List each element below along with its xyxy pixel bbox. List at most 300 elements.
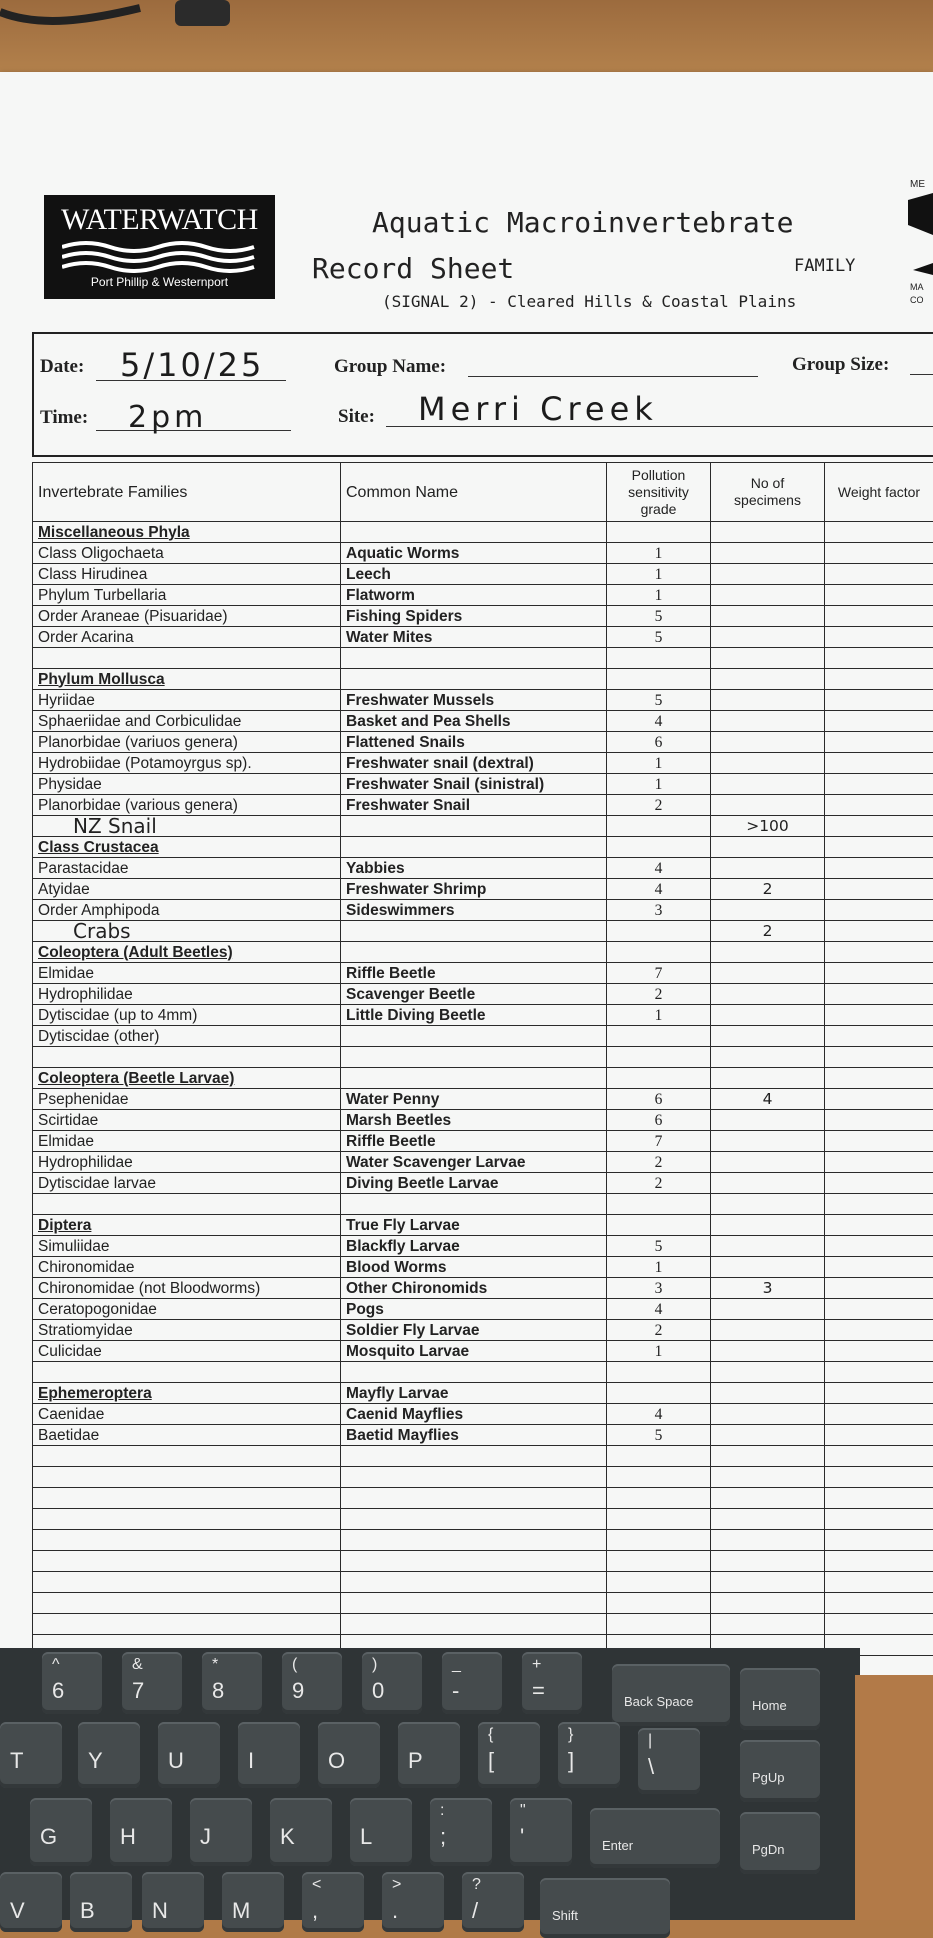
grade-cell: 5 — [607, 1425, 711, 1446]
specimens-cell[interactable] — [711, 522, 825, 543]
grade-cell — [607, 1362, 711, 1383]
grade-cell: 1 — [607, 1005, 711, 1026]
weight-cell[interactable] — [825, 1089, 933, 1110]
weight-cell[interactable] — [825, 921, 933, 942]
family-cell: Phylum Turbellaria — [33, 585, 341, 606]
group-size-field[interactable] — [910, 374, 933, 375]
keyboard-key[interactable] — [612, 1664, 730, 1726]
date-value[interactable]: 5/10/25 — [120, 346, 264, 384]
sheet-title: Aquatic Macroinvertebrate — [372, 206, 793, 239]
table-row — [33, 1404, 933, 1425]
family-cell: Scirtidae — [33, 1110, 341, 1131]
specimens-cell[interactable] — [711, 690, 825, 711]
key-legend: L — [360, 1824, 372, 1850]
grade-cell — [607, 921, 711, 942]
common-name-cell: Scavenger Beetle — [341, 984, 607, 1005]
common-name-cell: Other Chironomids — [341, 1278, 607, 1299]
grade-cell: 2 — [607, 795, 711, 816]
keyboard-key[interactable] — [638, 1728, 700, 1794]
common-name-cell — [341, 1488, 607, 1509]
table-row — [33, 1425, 933, 1446]
key-legend: { — [488, 1726, 493, 1744]
specimens-cell[interactable] — [711, 1383, 825, 1404]
common-name-cell: Blood Worms — [341, 1257, 607, 1278]
specimens-cell[interactable] — [711, 1299, 825, 1320]
key-legend: 6 — [52, 1678, 64, 1704]
header-specimens: No of specimens — [711, 463, 825, 522]
table-row — [33, 1341, 933, 1362]
weight-cell[interactable] — [825, 564, 933, 585]
table-row — [33, 1593, 933, 1614]
key-legend: , — [312, 1898, 318, 1924]
key-legend: ' — [520, 1824, 524, 1850]
key-legend: J — [200, 1824, 211, 1850]
key-legend: Home — [752, 1698, 787, 1713]
weight-cell[interactable] — [825, 837, 933, 858]
family-cell: Order Araneae (Pisuaridae) — [33, 606, 341, 627]
keyboard-key[interactable] — [478, 1722, 540, 1788]
keyboard-key[interactable] — [158, 1722, 220, 1788]
key-legend: V — [10, 1898, 25, 1924]
family-cell: Planorbidae (variuos genera) — [33, 732, 341, 753]
common-name-cell: Riffle Beetle — [341, 963, 607, 984]
key-legend: Y — [88, 1748, 103, 1774]
weight-cell[interactable] — [825, 1236, 933, 1257]
weight-cell[interactable] — [825, 774, 933, 795]
keyboard-key[interactable] — [462, 1872, 524, 1932]
weight-cell[interactable] — [825, 585, 933, 606]
specimens-cell[interactable]: 2 — [711, 921, 825, 942]
weight-cell[interactable] — [825, 1299, 933, 1320]
site-label: Site: — [338, 406, 375, 428]
table-row — [33, 1236, 933, 1257]
family-cell: Chironomidae (not Bloodworms) — [33, 1278, 341, 1299]
specimens-cell[interactable] — [711, 1425, 825, 1446]
weight-cell[interactable] — [825, 753, 933, 774]
table-row — [33, 690, 933, 711]
weight-cell[interactable] — [825, 1026, 933, 1047]
grade-cell: 1 — [607, 774, 711, 795]
specimens-cell[interactable] — [711, 669, 825, 690]
keyboard-key[interactable] — [522, 1652, 582, 1714]
weight-cell[interactable] — [825, 1131, 933, 1152]
key-legend: \ — [648, 1754, 654, 1780]
keyboard-key[interactable] — [302, 1872, 364, 1932]
weight-cell[interactable] — [825, 1362, 933, 1383]
keyboard-key[interactable] — [382, 1872, 444, 1932]
key-legend: T — [10, 1748, 23, 1774]
table-body — [33, 522, 933, 1656]
specimens-cell[interactable] — [711, 1194, 825, 1215]
common-name-cell: Freshwater snail (dextral) — [341, 753, 607, 774]
specimens-cell[interactable] — [711, 1152, 825, 1173]
family-cell: Ceratopogonidae — [33, 1299, 341, 1320]
weight-cell[interactable] — [825, 627, 933, 648]
specimens-cell[interactable] — [711, 1026, 825, 1047]
keyboard-key[interactable] — [270, 1798, 332, 1866]
keyboard-key[interactable] — [78, 1722, 140, 1788]
specimens-cell[interactable] — [711, 1404, 825, 1425]
corner-text-3: CO — [910, 295, 924, 305]
keyboard-key[interactable] — [558, 1722, 620, 1788]
specimens-cell[interactable] — [711, 732, 825, 753]
group-name-field[interactable] — [468, 376, 758, 377]
specimens-cell[interactable] — [711, 543, 825, 564]
table-header-row — [33, 463, 933, 522]
keyboard-key[interactable] — [740, 1668, 820, 1730]
grade-cell — [607, 648, 711, 669]
grade-cell — [607, 1446, 711, 1467]
key-legend: | — [648, 1732, 652, 1750]
family-cell: Crabs — [33, 921, 341, 942]
family-cell: Atyidae — [33, 879, 341, 900]
common-name-cell: Freshwater Snail — [341, 795, 607, 816]
weight-cell[interactable] — [825, 1509, 933, 1530]
key-legend: U — [168, 1748, 184, 1774]
family-cell: Order Amphipoda — [33, 900, 341, 921]
table-row — [33, 1530, 933, 1551]
weight-cell[interactable] — [825, 963, 933, 984]
specimens-cell[interactable] — [711, 1257, 825, 1278]
weight-cell[interactable] — [825, 858, 933, 879]
common-name-cell: Pogs — [341, 1299, 607, 1320]
specimens-cell[interactable] — [711, 942, 825, 963]
family-cell: Coleoptera (Adult Beetles) — [33, 942, 341, 963]
table-row — [33, 1194, 933, 1215]
table-row — [33, 711, 933, 732]
specimens-cell[interactable] — [711, 1215, 825, 1236]
common-name-cell: Water Mites — [341, 627, 607, 648]
common-name-cell: Water Scavenger Larvae — [341, 1152, 607, 1173]
weight-cell[interactable] — [825, 1047, 933, 1068]
weight-cell[interactable] — [825, 1005, 933, 1026]
weight-cell[interactable] — [825, 732, 933, 753]
specimens-cell[interactable] — [711, 711, 825, 732]
grade-cell: 5 — [607, 627, 711, 648]
grade-cell: 6 — [607, 1110, 711, 1131]
keyboard-key[interactable] — [142, 1872, 204, 1932]
grade-cell — [607, 1593, 711, 1614]
keyboard-key[interactable] — [0, 1872, 62, 1932]
specimens-cell[interactable] — [711, 774, 825, 795]
specimens-cell[interactable] — [711, 1446, 825, 1467]
waves-icon — [62, 239, 257, 273]
weight-cell[interactable] — [825, 1068, 933, 1089]
weight-cell[interactable] — [825, 1110, 933, 1131]
family-cell — [33, 1194, 341, 1215]
cable-icon — [0, 0, 240, 30]
family-cell — [33, 1446, 341, 1467]
common-name-cell — [341, 648, 607, 669]
weight-cell[interactable] — [825, 1593, 933, 1614]
keyboard-key[interactable] — [42, 1652, 102, 1714]
weight-cell[interactable] — [825, 1446, 933, 1467]
keyboard-key[interactable] — [222, 1872, 284, 1932]
time-value[interactable]: 2pm — [128, 400, 207, 435]
logo-subtitle: Port Phillip & Westernport — [44, 275, 275, 289]
keyboard — [0, 1648, 860, 1920]
grade-cell: 1 — [607, 564, 711, 585]
key-legend: * — [212, 1656, 218, 1674]
common-name-cell — [341, 1509, 607, 1530]
specimens-cell[interactable] — [711, 606, 825, 627]
weight-cell[interactable] — [825, 1194, 933, 1215]
specimens-cell[interactable] — [711, 1068, 825, 1089]
keyboard-key[interactable] — [70, 1872, 132, 1932]
specimens-cell[interactable] — [711, 1047, 825, 1068]
weight-cell[interactable] — [825, 1152, 933, 1173]
weight-cell[interactable] — [825, 1257, 933, 1278]
grade-cell: 3 — [607, 1278, 711, 1299]
grade-cell — [607, 1530, 711, 1551]
table-row — [33, 543, 933, 564]
common-name-cell: Leech — [341, 564, 607, 585]
weight-cell[interactable] — [825, 1467, 933, 1488]
specimens-cell[interactable] — [711, 1572, 825, 1593]
specimens-cell[interactable] — [711, 963, 825, 984]
keyboard-key[interactable] — [398, 1722, 460, 1788]
family-cell: Class Oligochaeta — [33, 543, 341, 564]
table-row — [33, 606, 933, 627]
key-legend: ( — [292, 1656, 297, 1674]
specimens-cell[interactable] — [711, 858, 825, 879]
grade-cell: 1 — [607, 1257, 711, 1278]
specimens-cell[interactable] — [711, 1488, 825, 1509]
family-cell: Dytiscidae (up to 4mm) — [33, 1005, 341, 1026]
specimens-cell[interactable] — [711, 795, 825, 816]
grade-cell: 1 — [607, 753, 711, 774]
grade-cell — [607, 1047, 711, 1068]
family-cell — [33, 1467, 341, 1488]
specimens-cell[interactable] — [711, 753, 825, 774]
key-legend: Back Space — [624, 1694, 693, 1709]
table-row — [33, 858, 933, 879]
weight-cell[interactable] — [825, 711, 933, 732]
grade-cell: 2 — [607, 1320, 711, 1341]
table-row — [33, 774, 933, 795]
weight-cell[interactable] — [825, 942, 933, 963]
corner-text-2: MA — [910, 282, 924, 292]
grade-cell — [607, 1026, 711, 1047]
weight-cell[interactable] — [825, 648, 933, 669]
header-weight: Weight factor — [825, 463, 933, 522]
key-legend: . — [392, 1898, 398, 1924]
family-cell: Class Crustacea — [33, 837, 341, 858]
family-cell — [33, 1530, 341, 1551]
specimens-cell[interactable] — [711, 1530, 825, 1551]
key-legend: _ — [452, 1656, 461, 1674]
table-row — [33, 669, 933, 690]
family-cell — [33, 1551, 341, 1572]
specimens-cell[interactable] — [711, 1320, 825, 1341]
specimens-cell[interactable] — [711, 1341, 825, 1362]
grade-cell: 4 — [607, 1299, 711, 1320]
weight-cell[interactable] — [825, 1488, 933, 1509]
common-name-cell: Fishing Spiders — [341, 606, 607, 627]
common-name-cell — [341, 1572, 607, 1593]
grade-cell: 1 — [607, 585, 711, 606]
specimens-cell[interactable] — [711, 1593, 825, 1614]
table-row — [33, 1362, 933, 1383]
keyboard-key[interactable] — [740, 1812, 820, 1874]
weight-cell[interactable] — [825, 1551, 933, 1572]
grade-cell: 1 — [607, 1341, 711, 1362]
weight-cell[interactable] — [825, 984, 933, 1005]
grade-cell — [607, 1488, 711, 1509]
weight-cell[interactable] — [825, 606, 933, 627]
specimens-cell[interactable] — [711, 1236, 825, 1257]
specimens-cell[interactable] — [711, 1614, 825, 1635]
family-cell: Ephemeroptera — [33, 1383, 341, 1404]
keyboard-key[interactable] — [430, 1798, 492, 1866]
weight-cell[interactable] — [825, 669, 933, 690]
grade-cell: 5 — [607, 690, 711, 711]
common-name-cell: Sideswimmers — [341, 900, 607, 921]
key-legend: & — [132, 1656, 143, 1674]
table-row — [33, 1089, 933, 1110]
key-legend: ] — [568, 1748, 574, 1774]
weight-cell[interactable] — [825, 690, 933, 711]
weight-cell[interactable] — [825, 816, 933, 837]
keyboard-key[interactable] — [190, 1798, 252, 1866]
key-legend: 8 — [212, 1678, 224, 1704]
family-cell: Elmidae — [33, 1131, 341, 1152]
specimens-cell[interactable] — [711, 1467, 825, 1488]
table-row — [33, 1068, 933, 1089]
table-row — [33, 921, 933, 942]
specimens-cell[interactable] — [711, 1362, 825, 1383]
weight-cell[interactable] — [825, 1572, 933, 1593]
family-cell — [33, 1593, 341, 1614]
keyboard-key[interactable] — [238, 1722, 300, 1788]
weight-cell[interactable] — [825, 1383, 933, 1404]
grade-cell — [607, 1068, 711, 1089]
common-name-cell: Marsh Beetles — [341, 1110, 607, 1131]
specimens-cell[interactable] — [711, 1005, 825, 1026]
specimens-cell[interactable]: 3 — [711, 1278, 825, 1299]
family-cell: Simuliidae — [33, 1236, 341, 1257]
grade-cell — [607, 1614, 711, 1635]
desk-surface-right — [855, 1675, 933, 1920]
key-legend: < — [312, 1876, 321, 1894]
grade-cell — [607, 1194, 711, 1215]
weight-cell[interactable] — [825, 1425, 933, 1446]
keyboard-key[interactable] — [362, 1652, 422, 1714]
key-legend: 9 — [292, 1678, 304, 1704]
specimens-cell[interactable]: >100 — [711, 816, 825, 837]
specimens-cell[interactable] — [711, 900, 825, 921]
weight-cell[interactable] — [825, 1215, 933, 1236]
keyboard-key[interactable] — [110, 1798, 172, 1866]
keyboard-key[interactable] — [740, 1740, 820, 1802]
keyboard-key[interactable] — [510, 1798, 572, 1866]
grade-cell: 7 — [607, 963, 711, 984]
specimens-cell[interactable] — [711, 1551, 825, 1572]
common-name-cell: Yabbies — [341, 858, 607, 879]
weight-cell[interactable] — [825, 1341, 933, 1362]
family-cell: Caenidae — [33, 1404, 341, 1425]
common-name-cell: Caenid Mayflies — [341, 1404, 607, 1425]
weight-cell[interactable] — [825, 1320, 933, 1341]
weight-cell[interactable] — [825, 1614, 933, 1635]
keyboard-key[interactable] — [442, 1652, 502, 1714]
weight-cell[interactable] — [825, 1404, 933, 1425]
table-row — [33, 837, 933, 858]
specimens-cell[interactable] — [711, 564, 825, 585]
specimens-cell[interactable] — [711, 648, 825, 669]
key-legend: M — [232, 1898, 250, 1924]
weight-cell[interactable] — [825, 1173, 933, 1194]
table-row — [33, 1299, 933, 1320]
specimens-cell[interactable] — [711, 1110, 825, 1131]
family-cell: NZ Snail — [33, 816, 341, 837]
keyboard-key[interactable] — [318, 1722, 380, 1788]
specimens-cell[interactable] — [711, 837, 825, 858]
family-cell — [33, 1362, 341, 1383]
table-row — [33, 816, 933, 837]
specimens-cell[interactable] — [711, 1509, 825, 1530]
table-row — [33, 942, 933, 963]
weight-cell[interactable] — [825, 900, 933, 921]
weight-cell[interactable] — [825, 879, 933, 900]
family-cell: Hyriidae — [33, 690, 341, 711]
keyboard-key[interactable] — [350, 1798, 412, 1866]
common-name-cell: Mosquito Larvae — [341, 1341, 607, 1362]
specimens-cell[interactable] — [711, 1131, 825, 1152]
specimens-cell[interactable] — [711, 627, 825, 648]
family-cell: Sphaeriidae and Corbiculidae — [33, 711, 341, 732]
table-row — [33, 1551, 933, 1572]
keyboard-key[interactable] — [0, 1722, 62, 1788]
key-legend: ; — [440, 1824, 446, 1850]
family-cell: Stratiomyidae — [33, 1320, 341, 1341]
partner-logo-icon — [908, 175, 933, 315]
key-legend: G — [40, 1824, 57, 1850]
common-name-cell: Flattened Snails — [341, 732, 607, 753]
keyboard-key[interactable] — [590, 1808, 720, 1868]
keyboard-key[interactable] — [540, 1878, 670, 1938]
key-legend: N — [152, 1898, 168, 1924]
specimens-cell[interactable] — [711, 1173, 825, 1194]
keyboard-key[interactable] — [30, 1798, 92, 1866]
common-name-cell: Freshwater Mussels — [341, 690, 607, 711]
keyboard-key[interactable] — [122, 1652, 182, 1714]
table-row — [33, 1383, 933, 1404]
key-legend: K — [280, 1824, 295, 1850]
specimens-cell[interactable]: 4 — [711, 1089, 825, 1110]
keyboard-key[interactable] — [202, 1652, 262, 1714]
grade-cell: 4 — [607, 879, 711, 900]
keyboard-key[interactable] — [282, 1652, 342, 1714]
weight-cell[interactable] — [825, 522, 933, 543]
table-row — [33, 1278, 933, 1299]
weight-cell[interactable] — [825, 1278, 933, 1299]
weight-cell[interactable] — [825, 795, 933, 816]
weight-cell[interactable] — [825, 1530, 933, 1551]
specimens-cell[interactable] — [711, 984, 825, 1005]
sheet-title-line2: Record Sheet — [312, 252, 514, 285]
family-cell — [33, 648, 341, 669]
weight-cell[interactable] — [825, 543, 933, 564]
common-name-cell: Baetid Mayflies — [341, 1425, 607, 1446]
grade-cell — [607, 1572, 711, 1593]
grade-cell — [607, 816, 711, 837]
specimens-cell[interactable] — [711, 585, 825, 606]
key-legend: PgUp — [752, 1770, 785, 1785]
site-value[interactable]: Merri Creek — [418, 390, 658, 428]
grade-cell — [607, 837, 711, 858]
specimens-cell[interactable]: 2 — [711, 879, 825, 900]
